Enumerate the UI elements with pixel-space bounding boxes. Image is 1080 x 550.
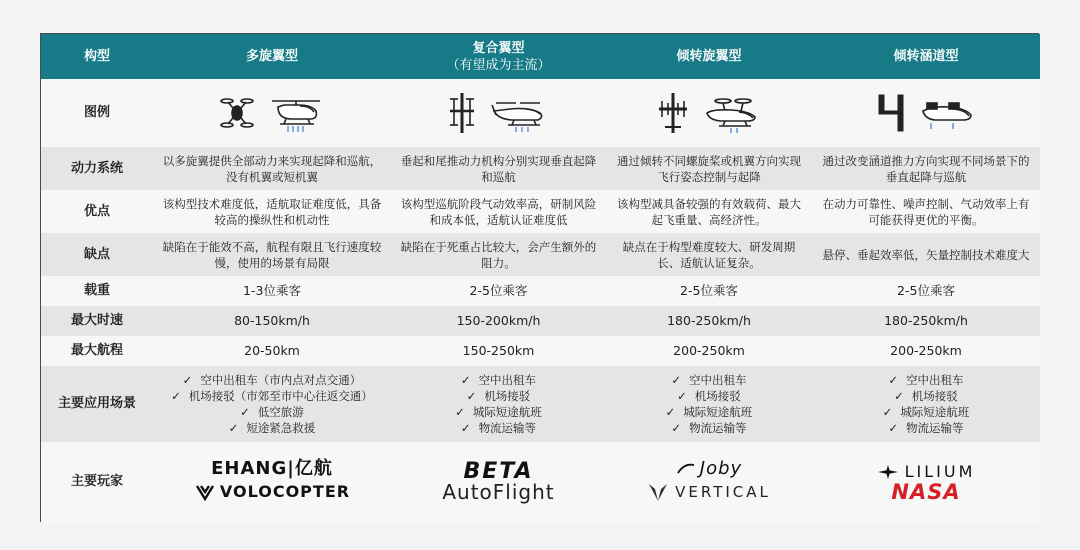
scenario-item: ✓ 机场接驳 <box>677 389 741 403</box>
evtol-comparison-table <box>41 34 1040 522</box>
check-icon: ✓ <box>888 373 899 387</box>
cell-multirotor-payload: 1-3位乘客 <box>243 283 301 298</box>
autoflight-logo: AutoFlight <box>442 480 555 504</box>
cell-compound-disadvantages: 缺陷在于死重占比较大，会产生额外的阻力。 <box>400 239 597 270</box>
header-tiltrotor: 倾转旋翼型 <box>606 34 812 79</box>
check-icon: ✓ <box>882 405 893 419</box>
volocopter-logo <box>194 481 350 503</box>
row-max-speed <box>41 306 1040 336</box>
cell-multirotor-illustration <box>153 79 391 147</box>
check-icon: ✓ <box>466 389 477 403</box>
beta-logo: BETA <box>463 459 534 484</box>
cell-multirotor-players <box>153 442 391 522</box>
header-tiltduct: 倾转涵道型 <box>812 34 1040 79</box>
row-advantages <box>41 190 1040 233</box>
vertical-logo-icon <box>647 481 669 503</box>
row-payload <box>41 276 1040 306</box>
vertical-logo-text: VERTICAL <box>675 483 771 501</box>
scenario-item: ✓ 机场接驳 <box>894 389 958 403</box>
check-icon: ✓ <box>171 389 181 403</box>
scenario-item: ✓ 空中出租车（市内点对点交通） <box>182 373 362 387</box>
tiltduct-topview-icon <box>877 91 905 135</box>
scenario-item: ✓ 短途紧急救援 <box>228 421 316 435</box>
cell-tiltrotor-power: 通过倾转不同螺旋桨或机翼方向实现飞行姿态控制与起降 <box>617 153 801 184</box>
cell-tiltrotor-disadvantages: 缺点在于构型难度较大、研发周期长、适航认证复杂。 <box>622 239 796 270</box>
cell-multirotor-power: 以多旋翼提供全部动力来实现起降和巡航，没有机翼或短机翼 <box>162 153 382 184</box>
header-compound <box>391 34 606 79</box>
check-icon: ✓ <box>665 405 676 419</box>
check-icon: ✓ <box>240 405 250 419</box>
cell-compound-max-range: 150-250km <box>462 343 535 358</box>
row-label-max-range: 最大航程 <box>70 343 123 358</box>
row-label-players: 主要玩家 <box>70 474 123 489</box>
row-label-scenarios: 主要应用场景 <box>57 396 136 411</box>
scenario-item: ✓ 城际短途航班 <box>455 405 542 419</box>
cell-multirotor-max-range: 20-50km <box>244 343 300 358</box>
cell-compound-max-speed: 150-200km/h <box>456 313 541 328</box>
joby-logo <box>676 458 743 479</box>
cell-tiltduct-disadvantages: 悬停、垂起效率低，矢量控制技术难度大 <box>822 247 1030 262</box>
scenario-item: ✓ 空中出租车 <box>460 373 537 387</box>
check-icon: ✓ <box>460 373 471 387</box>
scenario-item: ✓ 城际短途航班 <box>665 405 753 419</box>
cell-compound-payload: 2-5位乘客 <box>469 283 528 298</box>
cell-compound-players <box>391 442 606 522</box>
cell-compound-scenarios <box>391 366 606 442</box>
cell-tiltrotor-illustration <box>606 79 812 147</box>
row-power-system <box>41 147 1040 190</box>
scenario-item: ✓ 机场接驳 <box>466 389 531 403</box>
row-players <box>41 442 1040 522</box>
check-icon: ✓ <box>671 421 682 435</box>
header-config: 构型 <box>41 34 153 79</box>
lilium-logo-icon <box>877 464 899 480</box>
scenario-item: ✓ 低空旅游 <box>240 405 304 419</box>
check-icon: ✓ <box>671 373 682 387</box>
tiltrotor-side-icon <box>703 93 761 133</box>
lilium-logo <box>877 464 976 480</box>
row-label-power: 动力系统 <box>70 160 123 176</box>
cell-compound-advantages: 该构型巡航阶段气动效率高，研制风险和成本低，适航认证难度低 <box>400 196 597 227</box>
cell-tiltduct-power: 通过改变涵道推力方向实现不同场景下的垂直起降与巡航 <box>822 153 1030 184</box>
cell-tiltrotor-max-speed: 180-250km/h <box>667 313 751 328</box>
cell-tiltrotor-advantages: 该构型减具备较强的有效载荷、最大起飞重量、高经济性。 <box>617 196 801 227</box>
scenario-item: ✓ 空中出租车 <box>888 373 964 387</box>
comparison-table-frame <box>40 33 1039 522</box>
scenario-item: ✓ 机场接驳（市郊至市中心往返交通） <box>171 389 373 403</box>
joby-logo-text: Joby <box>699 458 743 479</box>
row-label-illustration: 图例 <box>83 105 110 120</box>
multirotor-side-icon <box>268 93 324 133</box>
lilium-logo-text: LILIUM <box>904 462 976 481</box>
cell-compound-illustration <box>391 79 606 147</box>
compound-topview-icon <box>448 91 476 135</box>
tiltduct-side-icon <box>919 93 975 133</box>
cell-tiltduct-max-speed: 180-250km/h <box>884 313 968 328</box>
cell-tiltduct-illustration <box>812 79 1040 147</box>
check-icon: ✓ <box>460 421 471 435</box>
row-disadvantages <box>41 233 1040 276</box>
row-label-payload: 载重 <box>83 283 110 298</box>
cell-tiltrotor-payload: 2-5位乘客 <box>680 283 738 298</box>
cell-tiltduct-scenarios <box>812 366 1040 442</box>
check-icon: ✓ <box>228 421 239 435</box>
check-icon: ✓ <box>894 389 904 403</box>
ehang-logo: EHANG|亿航 <box>211 458 333 479</box>
check-icon: ✓ <box>677 389 687 403</box>
volocopter-logo-text: VOLOCOPTER <box>219 482 351 501</box>
row-scenarios <box>41 366 1040 442</box>
scenario-item: ✓ 物流运输等 <box>460 421 537 435</box>
check-icon: ✓ <box>888 421 899 435</box>
multirotor-topview-icon <box>220 92 254 134</box>
header-compound-note: （有望成为主流） <box>446 57 551 73</box>
row-illustration <box>41 79 1040 147</box>
cell-tiltrotor-max-range: 200-250km <box>673 343 745 358</box>
volocopter-logo-icon <box>194 481 216 503</box>
vertical-logo <box>647 481 771 503</box>
tiltrotor-topview-icon <box>657 91 689 135</box>
cell-tiltrotor-scenarios <box>606 366 812 442</box>
scenario-item: ✓ 物流运输等 <box>888 421 964 435</box>
row-label-disadvantages: 缺点 <box>83 246 110 262</box>
scenario-item: ✓ 物流运输等 <box>671 421 747 435</box>
row-max-range <box>41 336 1040 366</box>
nasa-logo: NASA <box>891 480 961 504</box>
cell-tiltduct-advantages: 在动力可靠性、噪声控制、气动效率上有可能获得更优的平衡。 <box>822 196 1030 227</box>
header-row <box>41 34 1040 79</box>
cell-multirotor-advantages: 该构型技术难度低，适航取证难度低，具备较高的操纵性和机动性 <box>162 196 382 227</box>
cell-tiltduct-payload: 2-5位乘客 <box>897 283 955 298</box>
row-label-max-speed: 最大时速 <box>70 313 123 328</box>
joby-logo-icon <box>676 461 696 477</box>
header-compound-title: 复合翼型 <box>472 40 525 56</box>
cell-multirotor-max-speed: 80-150km/h <box>234 313 310 328</box>
cell-multirotor-disadvantages: 缺陷在于能效不高，航程有限且飞行速度较慢，使用的场景有局限 <box>162 239 382 270</box>
header-multirotor: 多旋翼型 <box>153 34 391 79</box>
compound-side-icon <box>490 93 550 133</box>
check-icon: ✓ <box>182 373 193 387</box>
cell-tiltduct-players <box>812 442 1040 522</box>
check-icon: ✓ <box>455 405 465 419</box>
scenario-item: ✓ 空中出租车 <box>671 373 747 387</box>
cell-multirotor-scenarios <box>153 366 391 442</box>
row-label-advantages: 优点 <box>83 203 110 219</box>
cell-tiltrotor-players <box>606 442 812 522</box>
cell-tiltduct-max-range: 200-250km <box>890 343 962 358</box>
scenario-item: ✓ 城际短途航班 <box>882 405 970 419</box>
cell-compound-power: 垂起和尾推动力机构分别实现垂直起降和巡航 <box>400 153 597 184</box>
